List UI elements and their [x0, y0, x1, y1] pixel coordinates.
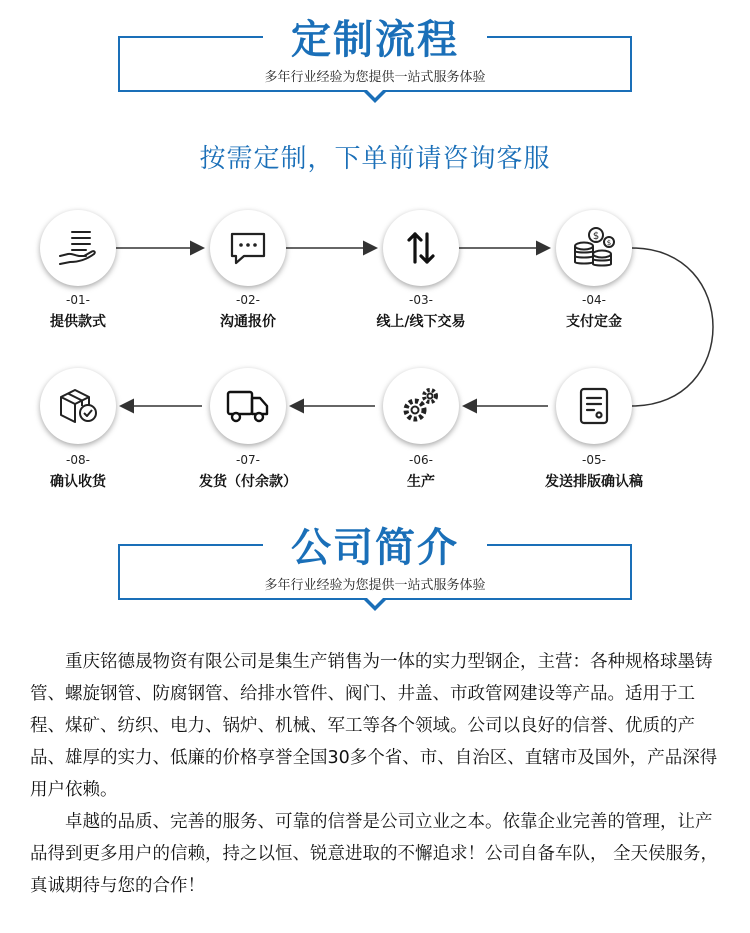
header2-notch-inner: [366, 597, 384, 606]
transfer-arrows-icon: [399, 226, 443, 270]
step-07-label: 发货（付余款）: [199, 474, 297, 490]
step-05-number: -05-: [582, 453, 606, 467]
step-03-circle: [383, 210, 459, 286]
step-06-circle: [383, 368, 459, 444]
gears-icon: [397, 382, 445, 430]
company-title: 公司简介: [291, 525, 459, 571]
step-01-label: 提供款式: [50, 314, 106, 330]
svg-text:$: $: [606, 239, 612, 247]
step-05-circle: [556, 368, 632, 444]
headline: 按需定制，下单前请咨询客服: [199, 144, 551, 174]
delivery-truck-icon: [224, 384, 272, 428]
coin-stack-icon: [570, 224, 618, 272]
step-04-circle: [556, 210, 632, 286]
step-08-circle: [40, 368, 116, 444]
step-02-label: 沟通报价: [220, 314, 276, 330]
intro-paragraph-1: 重庆铭德晟物资有限公司是集生产销售为一体的实力型钢企，主营：各种规格球墨铸管、螺旋钢管、防腐钢管、给排水管件、阀门、井盖、市政管网建设等产品。适用于工程、煤矿、纺织、电力、锅炉、机械、军工等各个领域。公司以良好的信誉、优质的产品、雄厚的实力、低廉的价格享誉全国30多个省、市、自治区、直辖市及国外，产品深得用户依赖。: [30, 652, 718, 800]
step-02-circle: [210, 210, 286, 286]
step-01-number: -01-: [66, 293, 90, 307]
step-01-circle: [40, 210, 116, 286]
intro-paragraph-2: 卓越的品质、完善的服务、可靠的信誉是公司立业之本。依靠企业完善的管理，让产品得到更多用户的信赖，持之以恒、锐意进取的不懈追求！公司自备车队， 全天侯服务，真诚期待与您的合作！: [30, 812, 719, 896]
step-05-label: 发送排版确认稿: [545, 474, 643, 490]
step-06-number: -06-: [409, 453, 433, 467]
section-subtitle: 多年行业经验为您提供一站式服务体验: [264, 70, 486, 85]
chat-bubble-icon: [226, 226, 270, 270]
step-08-number: -08-: [66, 453, 90, 467]
step-04-number: -04-: [582, 293, 606, 307]
section-title: 定制流程: [291, 17, 459, 63]
step-07-circle: [210, 368, 286, 444]
hand-with-document-icon: [56, 226, 100, 270]
company-subtitle: 多年行业经验为您提供一站式服务体验: [264, 578, 486, 593]
step-08-label: 确认收货: [50, 474, 106, 490]
step-06-label: 生产: [407, 474, 435, 490]
step-03-number: -03-: [409, 293, 433, 307]
step-04-label: 支付定金: [566, 314, 622, 330]
document-icon: [572, 384, 616, 428]
package-check-icon: [55, 383, 101, 429]
step-02-number: -02-: [236, 293, 260, 307]
step-07-number: -07-: [236, 453, 260, 467]
svg-text:$: $: [592, 231, 600, 242]
step-03-label: 线上/线下交易: [376, 314, 466, 330]
